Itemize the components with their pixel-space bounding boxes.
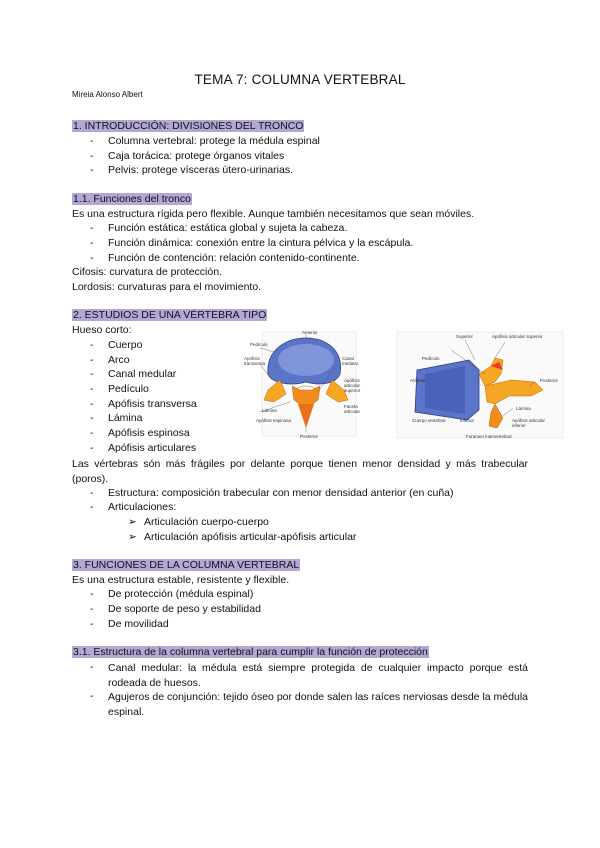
list-item: - Arco — [90, 354, 130, 366]
fig2-label: Posterior — [540, 378, 559, 383]
list-item: - De soporte de peso y estabilidad — [90, 603, 261, 615]
section-1-1-intro: Es una estructura rígida pero flexible. Aunque también necesitamos que sean móviles. — [72, 208, 475, 220]
list-item: - Apófisis espinosa — [90, 427, 190, 439]
list-item: - Función de contención: relación contenido-continente. — [90, 252, 360, 264]
list-item: - Canal medular — [90, 368, 177, 380]
section-2-heading: 2. ESTUDIOS DE UNA VÉRTEBRA TIPO — [73, 309, 267, 321]
list-item: - Columna vertebral: protege la médula espinal — [90, 135, 320, 147]
fig2-label: Apófisis articular inferior — [512, 418, 546, 428]
list-item: - Pelvis: protege vísceras útero-urinarias. — [90, 164, 293, 176]
list-item: - Pedículo — [90, 383, 149, 395]
list-item: - Articulaciones: — [90, 501, 177, 513]
fig2-label: Lámina — [516, 406, 531, 411]
page-title: TEMA 7: COLUMNA VERTEBRAL — [194, 72, 406, 87]
fig2-label: Inferior — [460, 418, 475, 423]
list-item: - Estructura: composición trabecular con menor densidad anterior (en cuña) — [90, 487, 454, 499]
section-3-1-heading: 3.1. Estructura de la columna vertebral para cumplir la función de protección — [73, 646, 428, 658]
fig1-label: Canal medular — [342, 356, 359, 366]
list-item: - Canal medular: la médula está siempre protegida de cualquier impacto porque está rodeada de huesos. — [90, 661, 528, 689]
fig1-label: Faceta articular — [344, 404, 361, 414]
fig1-label: Posterior — [300, 434, 319, 439]
fig2-label: Apófisis articular superior — [492, 334, 543, 339]
list-item: - Apófisis articulares — [90, 442, 197, 454]
fig2-label: Pedículo — [422, 356, 440, 361]
list-item: - De movilidad — [90, 618, 169, 630]
list-item: - Apófisis transversa — [90, 398, 197, 410]
fig1-label: Apófisis espinosa — [256, 418, 292, 423]
list-item: - Agujeros de conjunción: tejido óseo por donde salen las raíces nerviosas desde la médula espinal. — [90, 690, 528, 718]
arrow-item: ➢ Articulación apófisis articular-apófisis articular — [128, 531, 357, 543]
list-item: - Lámina — [90, 412, 143, 424]
author-name: Mireia Alonso Albert — [72, 90, 143, 99]
section-1-1-heading: 1.1. Funciones del tronco — [73, 193, 191, 205]
fig1-label: Lámina — [262, 408, 277, 413]
fig2-label: Superior — [456, 334, 474, 339]
fig2-label: Cuerpo vertebral — [412, 418, 446, 423]
fig2-label: Foramen intervertebral — [466, 434, 512, 439]
list-item: - De protección (médula espinal) — [90, 588, 254, 600]
section-3-heading: 3. FUNCIONES DE LA COLUMNA VERTEBRAL — [73, 559, 300, 571]
lordosis-text: Lordosis: curvaturas para el movimiento. — [72, 281, 262, 293]
fig1-label: Anterior — [302, 330, 318, 335]
section-3-intro: Es una estructura estable, resistente y flexible. — [72, 574, 290, 586]
fig2-label: Anterior — [410, 378, 426, 383]
list-item: - Función estática: estática global y sujeta la cabeza. — [90, 222, 348, 234]
fig1-label: Apófisis articular superior — [344, 378, 361, 393]
section-1-heading: 1. INTRODUCCIÓN: DIVISIONES DEL TRONCO — [73, 120, 304, 132]
list-item: - Función dinámica: conexión entre la cintura pélvica y la escápula. — [90, 237, 414, 249]
cifosis-text: Cifosis: curvatura de protección. — [72, 266, 222, 278]
list-item: - Cuerpo — [90, 339, 143, 351]
arrow-item: ➢ Articulación cuerpo-cuerpo — [128, 516, 269, 528]
section-2-intro: Hueso corto: — [72, 324, 132, 336]
fig1-label: Apófisis transversa — [244, 356, 266, 366]
list-item: - Caja torácica: protege órganos vitales — [90, 150, 285, 162]
fig1-label: Pedículo — [250, 342, 268, 347]
section-2-paragraph: Las vértebras són más frágiles por delante porque tienen menor densidad y más trabecular (poros). — [72, 458, 528, 485]
